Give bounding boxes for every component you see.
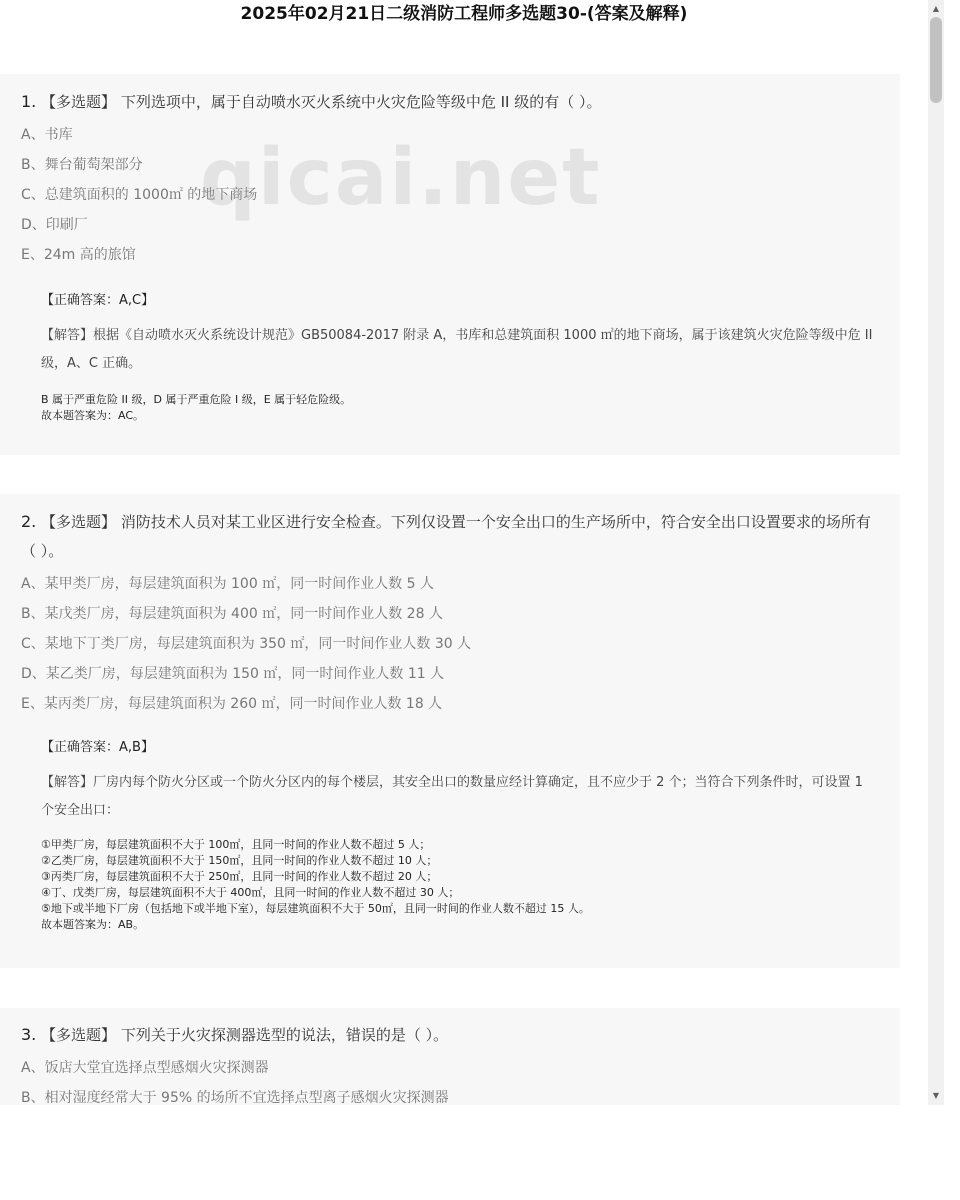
option-b: B、舞台葡萄架部分 (21, 157, 143, 173)
note-line: ⑤地下或半地下厂房（包括地下或半地下室），每层建筑面积不大于 50㎡，且同一时间的作业人数不超过 15 人。 (41, 902, 590, 915)
question-card-1 (0, 74, 900, 455)
vertical-scrollbar[interactable] (928, 0, 944, 1105)
answer-block (21, 738, 879, 933)
question-type: 【多选题】 (41, 1026, 117, 1044)
note-line: 故本题答案为：AC。 (41, 409, 145, 422)
note-line: ②乙类厂房，每层建筑面积不大于 150㎡，且同一时间的作业人数不超过 10 人； (41, 854, 438, 867)
scrollbar-thumb[interactable] (930, 17, 942, 103)
scroll-down-icon[interactable]: ▼ (932, 1091, 940, 1100)
question-stem: 消防技术人员对某工业区进行安全检查。下列仅设置一个安全出口的生产场所中，符合安全出口设置要求的场所有（ ）。 (21, 513, 871, 560)
question-type: 【多选题】 (41, 93, 117, 111)
scroll-up-icon[interactable]: ▲ (932, 4, 940, 13)
page-title: 2025年02月21日二级消防工程师多选题30-(答案及解释) (240, 4, 688, 24)
question-number: 2. (21, 512, 37, 531)
option-b: B、相对湿度经常大于 95% 的场所不宜选择点型离子感烟火灾探测器 (21, 1090, 449, 1105)
question-number: 3. (21, 1025, 37, 1044)
question-card-2 (0, 494, 900, 968)
note-line: ①甲类厂房，每层建筑面积不大于 100㎡，且同一时间的作业人数不超过 5 人； (41, 838, 431, 851)
explanation-notes (41, 837, 879, 933)
note-line: ④丁、戊类厂房，每层建筑面积不大于 400㎡，且同一时间的作业人数不超过 30 人； (41, 886, 460, 899)
option-a: A、书库 (21, 127, 73, 143)
note-line: 故本题答案为：AB。 (41, 918, 145, 931)
option-c: C、某地下丁类厂房，每层建筑面积为 350 ㎡，同一时间作业人数 30 人 (21, 636, 472, 652)
question-title (21, 507, 879, 566)
correct-answer: 【正确答案：A,B】 (41, 740, 154, 755)
question-stem: 下列关于火灾探测器选型的说法，错误的是（ ）。 (120, 1026, 449, 1044)
option-d: D、某乙类厂房，每层建筑面积为 150 ㎡，同一时间作业人数 11 人 (21, 666, 445, 682)
option-c: C、总建筑面积的 1000㎡ 的地下商场 (21, 187, 258, 203)
explanation-notes (41, 392, 879, 424)
options-list (21, 1053, 879, 1105)
explanation: 【解答】根据《自动喷水灭火系统设计规范》GB50084-2017 附录 A，书库和总建筑面积 1000 ㎡的地下商场，属于该建筑火灾危险等级中危 II 级，A、C 正确。 (41, 328, 873, 371)
note-line: B 属于严重危险 II 级，D 属于严重危险 I 级，E 属于轻危险级。 (41, 393, 352, 406)
question-title (21, 1020, 879, 1050)
option-a: A、饭店大堂宜选择点型感烟火灾探测器 (21, 1060, 269, 1076)
option-e: E、24m 高的旅馆 (21, 247, 136, 263)
question-type: 【多选题】 (41, 513, 117, 531)
question-card-3 (0, 1008, 900, 1105)
note-line: ③丙类厂房，每层建筑面积不大于 250㎡，且同一时间的作业人数不超过 20 人； (41, 870, 438, 883)
option-b: B、某戊类厂房，每层建筑面积为 400 ㎡，同一时间作业人数 28 人 (21, 606, 443, 622)
correct-answer: 【正确答案：A,C】 (41, 293, 155, 308)
options-list (21, 120, 879, 270)
option-e: E、某丙类厂房，每层建筑面积为 260 ㎡，同一时间作业人数 18 人 (21, 696, 443, 712)
options-list (21, 569, 879, 719)
question-stem: 下列选项中，属于自动喷水灭火系统中火灾危险等级中危 II 级的有（ ）。 (120, 93, 602, 111)
explanation: 【解答】厂房内每个防火分区或一个防火分区内的每个楼层，其安全出口的数量应经计算确定，且不应少于 2 个；当符合下列条件时，可设置 1 个安全出口： (41, 775, 863, 818)
question-title (21, 87, 879, 117)
answer-block (21, 291, 879, 424)
option-a: A、某甲类厂房，每层建筑面积为 100 ㎡，同一时间作业人数 5 人 (21, 576, 435, 592)
option-d: D、印刷厂 (21, 217, 88, 233)
question-number: 1. (21, 92, 37, 111)
watermark: qicai.net (200, 133, 602, 223)
